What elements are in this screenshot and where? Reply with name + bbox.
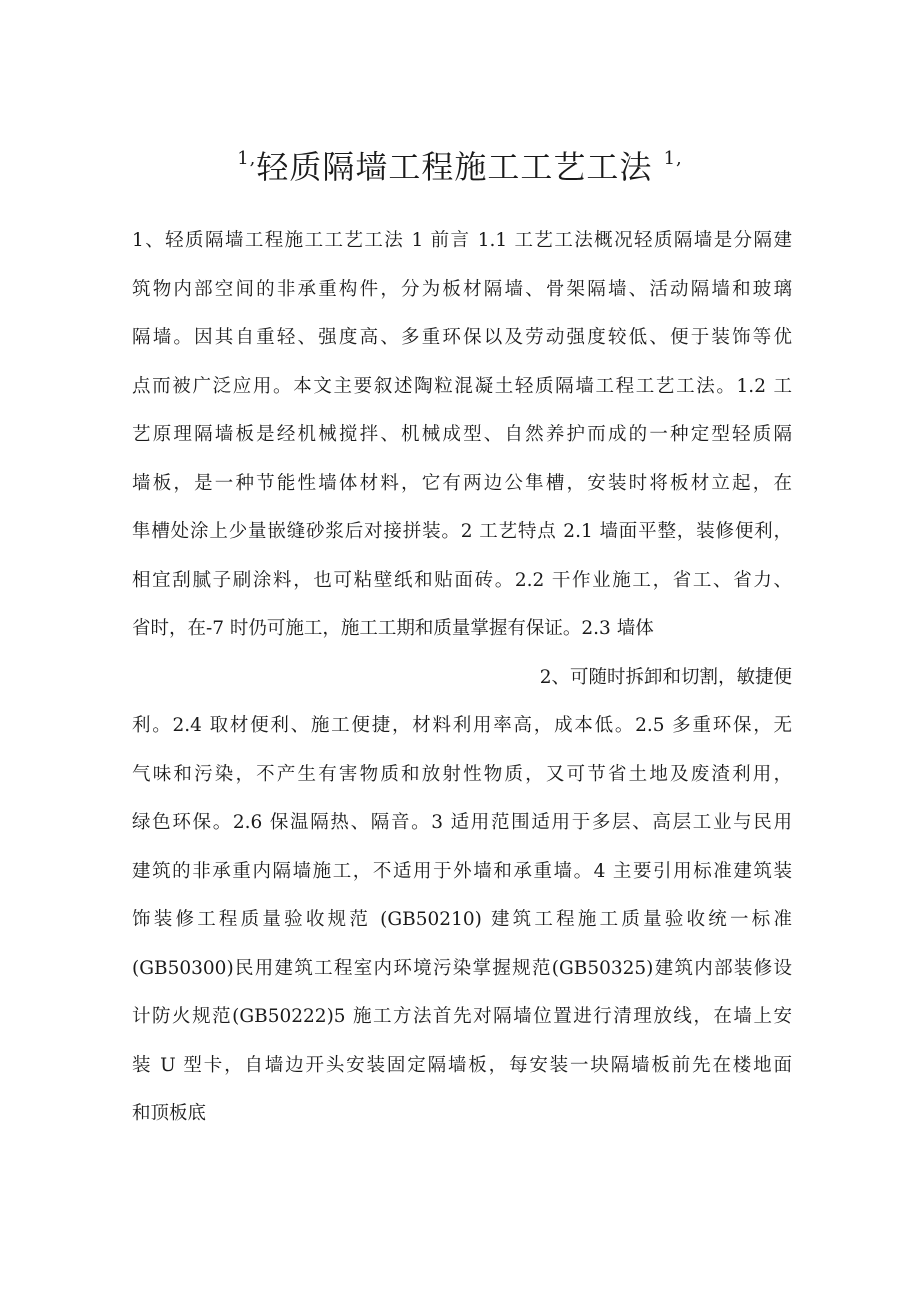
paragraph-line: 隔墙。因其自重轻、强度高、多重环保以及劳动强度较低、便于装饰等优 [132,327,792,348]
page-title [0,134,920,192]
paragraph-line: 气味和污染，不产生有害物质和放射性物质，又可节省土地及废渣利用， [132,764,792,785]
paragraph-line: 绿色环保。2.6 保温隔热、隔音。3 适用范围适用于多层、高层工业与民用 [132,812,792,833]
paragraph-line: 省时，在-7 时仍可施工，施工工期和质量掌握有保证。2.3 墙体 [132,618,654,639]
title-mark-left: 1, [237,148,257,169]
paragraph-line: 隼槽处涂上少量嵌缝砂浆后对接拼装。2 工艺特点 2.1 墙面平整，装修便利， [132,521,792,542]
paragraph-line: 相宜刮腻子刷涂料，也可粘壁纸和贴面砖。2.2 干作业施工，省工、省力、 [132,570,792,591]
paragraph-line: 2、可随时拆卸和切割，敏捷便 [539,667,792,688]
paragraph-line: 建筑的非承重内隔墙施工，不适用于外墙和承重墙。4 主要引用标准建筑装 [132,861,792,882]
paragraph-line: 装 U 型卡，自墙边开头安装固定隔墙板，每安装一块隔墙板前先在楼地面 [132,1055,792,1076]
paragraph-line: 饰装修工程质量验收规范 (GB50210) 建筑工程施工质量验收统一标准 [132,909,792,930]
paragraph-line: 利。2.4 取材便利、施工便捷，材料利用率高，成本低。2.5 多重环保，无 [132,715,792,736]
paragraph-line: 计防火规范(GB50222)5 施工方法首先对隔墙位置进行清理放线，在墙上安 [132,1006,792,1027]
title-text: 轻质隔墙工程施工工艺工法 [256,148,653,186]
paragraph-line: 点而被广泛应用。本文主要叙述陶粒混凝土轻质隔墙工程工艺工法。1.2 工 [132,376,792,397]
paragraph-line: (GB50300)民用建筑工程室内环境污染掌握规范(GB50325)建筑内部装修设 [132,958,792,979]
paragraph-line: 1、轻质隔墙工程施工工艺工法 1 前言 1.1 工艺工法概况轻质隔墙是分隔建 [132,230,792,251]
paragraph-line: 艺原理隔墙板是经机械搅拌、机械成型、自然养护而成的一种定型轻质隔 [132,424,792,445]
title-mark-right: 1, [663,148,683,169]
paragraph-line: 和顶板底 [132,1103,207,1124]
paragraph-line: 筑物内部空间的非承重构件，分为板材隔墙、骨架隔墙、活动隔墙和玻璃 [132,279,792,300]
paragraph-line: 墙板，是一种节能性墙体材料，它有两边公隼槽，安装时将板材立起，在 [132,473,792,494]
